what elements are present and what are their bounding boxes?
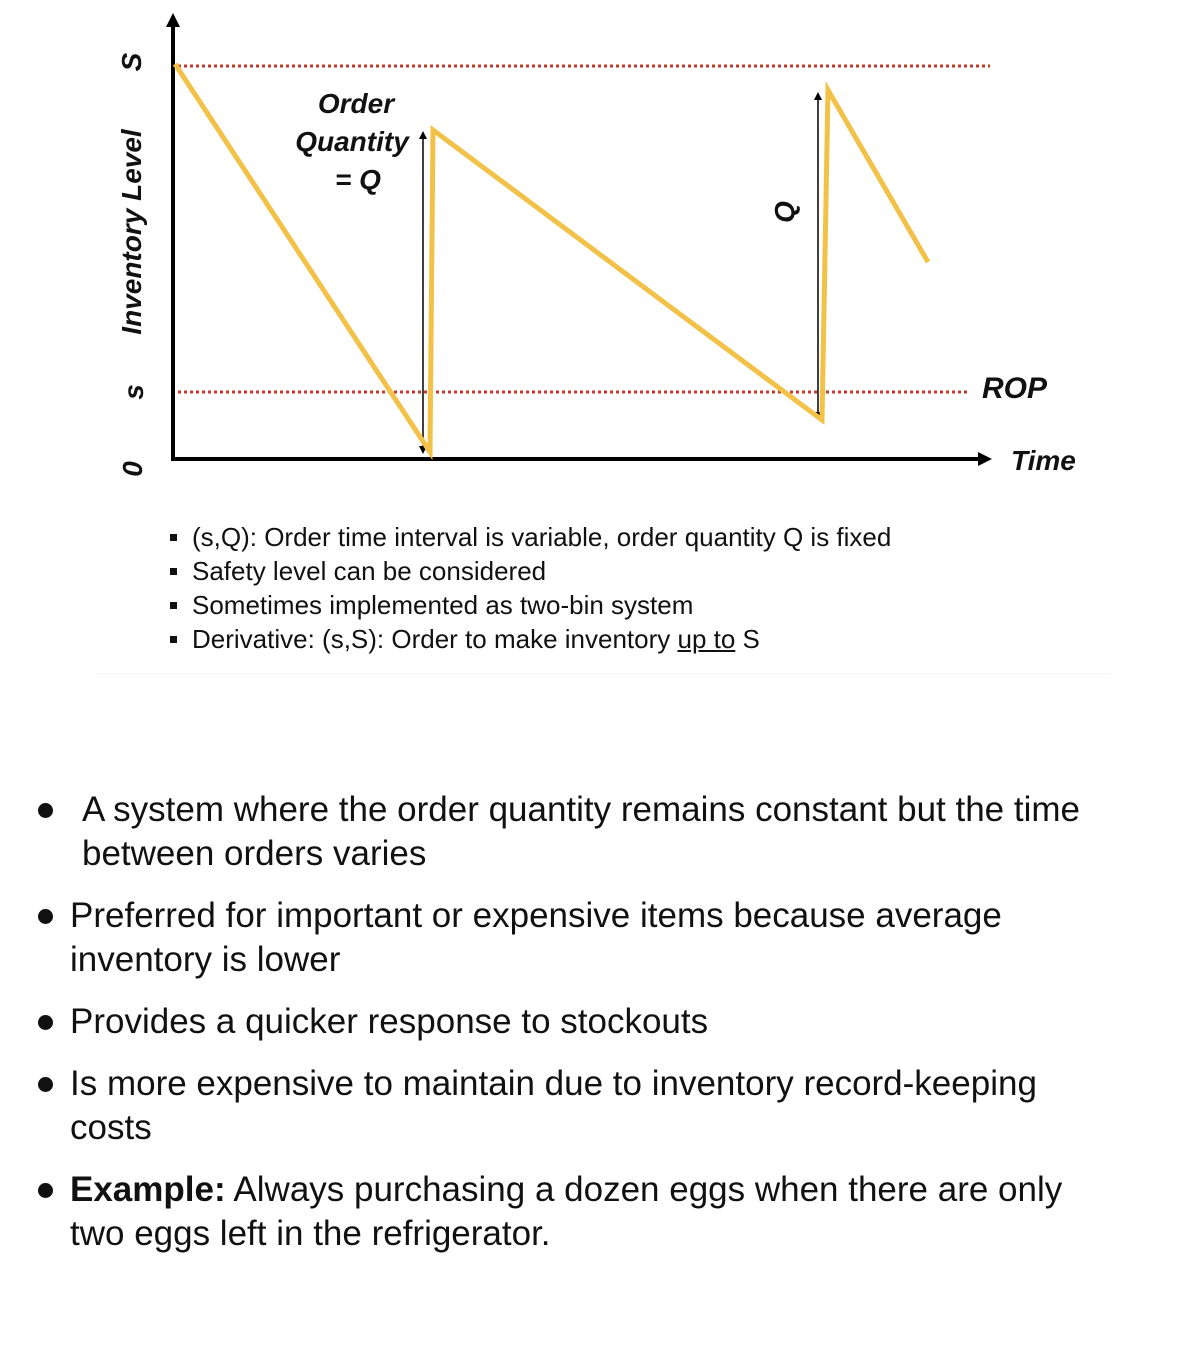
- y-axis-title: Inventory Level: [116, 129, 147, 335]
- key-point-response: [70, 1000, 708, 1044]
- x-axis-title: Time: [1011, 445, 1076, 476]
- level-zero-label: 0: [117, 461, 148, 477]
- model-note: Safety level can be considered: [168, 554, 891, 588]
- key-point-text: inventory is lower: [70, 940, 341, 979]
- level-max-label: S: [116, 52, 147, 72]
- example-label: Example:: [70, 1170, 226, 1209]
- derivative-suffix: S: [735, 624, 760, 654]
- derivative-underlined: up to: [677, 624, 736, 654]
- level-reorder-label: s: [118, 384, 149, 400]
- order-quantity-label-line1: Order: [317, 88, 395, 119]
- model-note: (s,Q): Order time interval is variable, order quantity Q is fixed: [168, 520, 891, 554]
- order-quantity-label-line3: = Q: [335, 164, 381, 195]
- derivative-prefix: Derivative: (s,S): Order to make inventory: [192, 624, 678, 654]
- inventory-diagram: [0, 0, 1177, 480]
- example-text: Always purchasing a dozen eggs when there are only: [225, 1170, 1063, 1209]
- key-point-example: [70, 1168, 1062, 1256]
- key-point-text: Preferred for important or expensive items because average: [70, 896, 1002, 935]
- key-point-text: two eggs left in the refrigerator.: [70, 1214, 551, 1253]
- key-point-cost: [70, 1062, 1037, 1150]
- key-point-definition: [82, 788, 1080, 876]
- key-point-text: A system where the order quantity remains constant but the time: [82, 790, 1080, 829]
- model-note: Sometimes implemented as two-bin system: [168, 588, 891, 622]
- q-label: Q: [769, 201, 800, 223]
- model-notes-list: [168, 520, 891, 656]
- key-point-preferred: [70, 894, 1002, 982]
- key-point-text: Provides a quicker response to stockouts: [70, 1002, 709, 1041]
- key-point-text: Is more expensive to maintain due to inventory record-keeping: [70, 1064, 1037, 1103]
- inventory-sawtooth-line: [175, 64, 928, 452]
- rop-label: ROP: [982, 372, 1048, 405]
- key-point-text: costs: [70, 1108, 152, 1147]
- key-point-text: between orders varies: [82, 834, 427, 873]
- divider: [95, 673, 1110, 674]
- key-point-text: [70, 1168, 1062, 1212]
- model-note-derivative: [168, 622, 891, 656]
- order-quantity-label-line2: Quantity: [295, 126, 409, 157]
